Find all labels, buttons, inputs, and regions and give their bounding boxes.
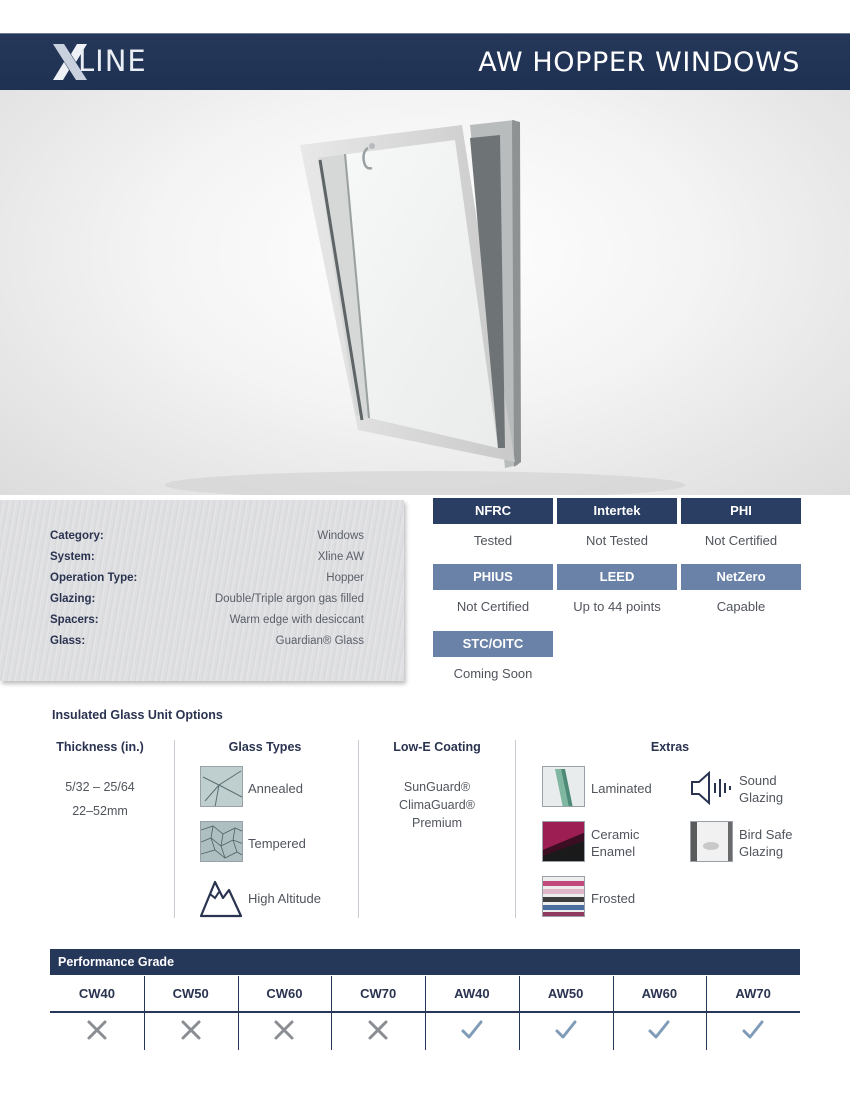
cert-value: Capable [716,599,766,614]
low-e-option: ClimaGuard® [399,798,475,812]
spec-value: Warm edge with desiccant [229,614,364,626]
thickness-heading: Thickness (in.) [56,740,144,754]
cert-name: NFRC [433,498,553,524]
cross-icon [179,1018,203,1042]
cert-value: Not Certified [456,599,530,614]
cert-name: PHI [681,498,801,524]
spec-row-system [50,551,364,571]
extra-label: Ceramic [591,827,640,842]
performance-grade-header [50,949,800,975]
speaker-icon [689,770,733,806]
grade-cell [519,976,613,1050]
grade-label: AW70 [735,986,771,1001]
glass-type-label: High Altitude [248,891,321,906]
spec-value: Xline AW [317,551,364,563]
spec-value: Hopper [326,572,364,584]
cert-name: PHIUS [433,564,553,590]
cert-name: NetZero [681,564,801,590]
low-e-option: Premium [411,816,462,830]
glass-type-label: Tempered [248,836,306,851]
spec-row-glazing [50,593,364,613]
grade-column-divider [519,976,520,1050]
grade-label: CW40 [78,986,115,1001]
thickness-mm: 22–52mm [72,804,128,818]
cross-icon [366,1018,390,1042]
cert-value: Not Tested [586,533,648,548]
bird-safe-icon [690,821,733,862]
ceramic-enamel-icon [542,821,585,862]
mountain-icon [199,876,243,918]
spec-label: Operation Type: [50,572,138,584]
specifications-panel [0,500,404,681]
cross-icon [272,1018,296,1042]
spec-label: Glass: [50,635,86,647]
check-icon [554,1018,578,1042]
cross-icon [85,1018,109,1042]
cert-netzero [681,564,801,614]
grade-column-divider [331,976,332,1050]
grade-cell [50,976,144,1050]
cert-phius [433,564,553,614]
grade-label: AW50 [547,986,584,1001]
spec-row-glass [50,635,364,655]
spec-row-operation-type [50,572,364,592]
extra-label: Bird Safe [739,827,793,842]
cracked-glass-icon [200,766,243,807]
cert-phi [681,498,801,548]
grade-cell [613,976,707,1050]
low-e-heading: Low-E Coating [393,740,481,754]
check-icon [741,1018,765,1042]
grade-cell [238,976,332,1050]
spec-value: Guardian® Glass [275,635,364,647]
laminated-glass-icon [542,766,585,807]
spec-row-category [50,530,364,550]
grade-column-divider [425,976,426,1050]
spec-value: Double/Triple argon gas filled [214,593,364,605]
cert-name: Intertek [557,498,677,524]
igu-section-title: Insulated Glass Unit Options [52,708,223,722]
grade-cell [331,976,425,1050]
grade-label: AW60 [641,986,678,1001]
performance-grade-title: Performance Grade [58,955,175,969]
spec-label: Glazing: [50,593,96,605]
grade-cell [706,976,800,1050]
grade-column-divider [613,976,614,1050]
extras-heading: Extras [650,740,690,754]
extra-label: Enamel [591,844,636,859]
extra-label: Laminated [591,781,652,796]
shattered-glass-icon [200,821,243,862]
extra-label: Frosted [591,891,636,906]
glass-types-heading: Glass Types [228,740,302,754]
glass-type-label: Annealed [248,781,303,796]
extra-label: Glazing [739,790,784,805]
grade-column-divider [238,976,239,1050]
spec-row-spacers [50,614,364,634]
cert-name: STC/OITC [433,631,553,657]
header-bar [0,33,850,90]
page-title: AW HOPPER WINDOWS [478,47,800,78]
cert-value: Up to 44 points [573,599,661,614]
check-icon [460,1018,484,1042]
extra-label: Glazing [739,844,784,859]
column-divider [515,740,516,918]
grade-label: CW60 [266,986,303,1001]
grade-label: CW70 [360,986,397,1001]
spec-label: System: [50,551,95,563]
grade-column-divider [144,976,145,1050]
thickness-inches: 5/32 – 25/64 [65,780,135,794]
grade-label: AW40 [454,986,490,1001]
cert-stc-oitc [433,631,553,681]
grade-cell [425,976,519,1050]
spec-label: Category: [50,530,104,542]
extra-label: Sound [739,773,777,788]
spec-label: Spacers: [50,614,99,626]
spec-value: Windows [317,530,364,542]
frosted-glass-icon [542,876,585,917]
cert-intertek [557,498,677,548]
cert-leed [557,564,677,614]
check-icon [647,1018,671,1042]
column-divider [358,740,359,918]
cert-value: Not Certified [704,533,778,548]
product-photo [0,90,850,495]
logo-text: LINE [78,44,147,78]
grade-column-divider [706,976,707,1050]
grade-cell [144,976,238,1050]
cert-nfrc [433,498,553,548]
cert-value: Coming Soon [453,666,533,681]
grade-label: CW50 [172,986,209,1001]
cert-value: Tested [473,533,513,548]
cert-name: LEED [557,564,677,590]
column-divider [174,740,175,918]
low-e-option: SunGuard® [403,780,471,794]
hopper-window-illustration [0,90,850,495]
